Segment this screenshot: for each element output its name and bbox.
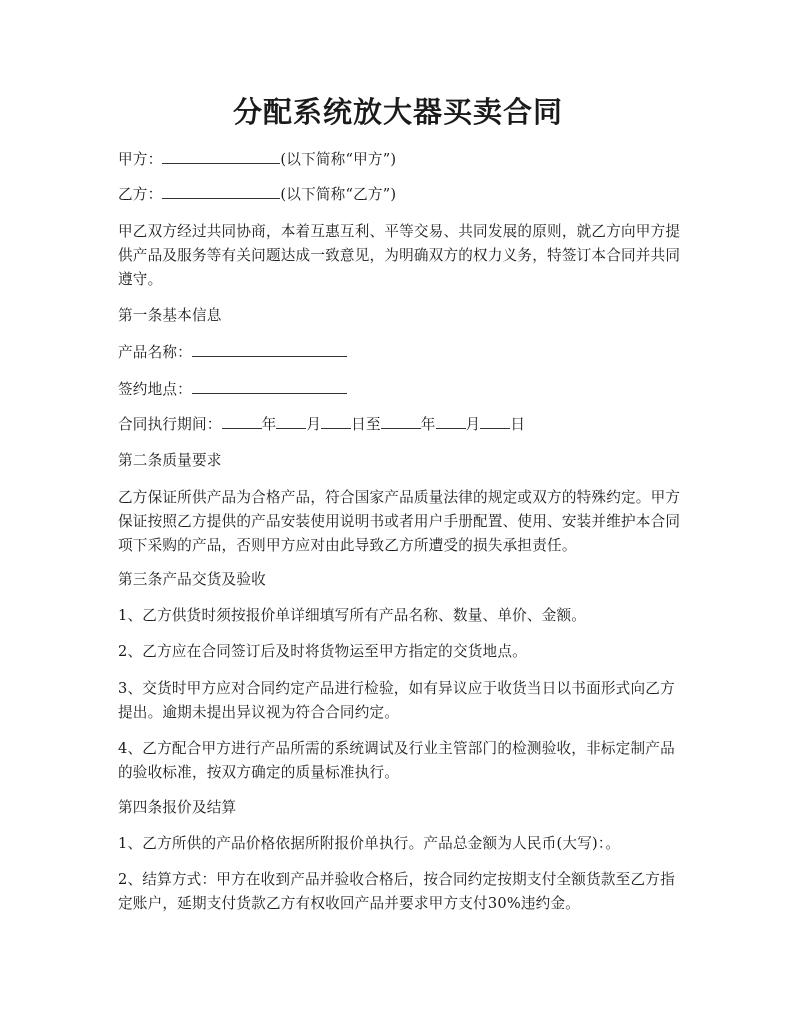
article1-heading: 第一条基本信息 [118, 307, 222, 324]
end-day-blank [480, 413, 510, 429]
contract-period-line [118, 413, 684, 437]
intro-paragraph: 甲乙双方经过共同协商，本着互惠互利、平等交易、共同发展的原则，就乙方向甲方提供产品及服务等有关问题达成一致意见，为明确双方的权力义务，特签订本合同并共同遵守。 [118, 223, 681, 288]
party-a-note: (以下简称“甲方”) [280, 151, 397, 168]
sign-place-label: 签约地点： [118, 381, 192, 398]
article4-item-1: 1、乙方所供的产品价格依据所附报价单执行。产品总金额为人民币(大写)：。 [118, 835, 621, 852]
page-title: 分配系统放大器买卖合同 [232, 95, 563, 129]
article3-item-4: 4、乙方配合甲方进行产品所需的系统调试及行业主管部门的检测验收，非标定制产品的验收标准，按双方确定的质量标准执行。 [118, 740, 675, 781]
period-month2: 月 [465, 416, 481, 433]
start-year-blank [222, 413, 262, 429]
article3-item-3: 3、交货时甲方应对合同约定产品进行检验，如有异议应于收货当日以书面形式向乙方提出。逾期未提出异议视为符合合同约定。 [118, 680, 675, 721]
article3-item-1: 1、乙方供货时须按报价单详细填写所有产品名称、数量、单价、金额。 [118, 607, 587, 624]
party-a-blank [162, 148, 280, 164]
party-b-label: 乙方： [118, 186, 163, 203]
start-month-blank [276, 413, 306, 429]
start-day-blank [321, 413, 351, 429]
product-name-blank [192, 341, 347, 357]
end-month-blank [436, 413, 466, 429]
party-a-label: 甲方： [118, 151, 163, 168]
period-month1: 月 [306, 416, 322, 433]
period-day2: 日 [510, 416, 526, 433]
article2-heading: 第二条质量要求 [118, 452, 222, 469]
product-name-line [118, 341, 684, 365]
end-year-blank [381, 413, 421, 429]
party-b-blank [162, 183, 280, 199]
party-a-line [118, 148, 684, 172]
party-b-line [118, 183, 684, 207]
period-year2: 年 [420, 416, 436, 433]
sign-place-blank [192, 378, 347, 394]
sign-place-line [118, 378, 684, 402]
article3-item-2: 2、乙方应在合同签订后及时将货物运至甲方指定的交货地点。 [118, 643, 527, 660]
period-year1: 年 [261, 416, 277, 433]
article4-item-2: 2、结算方式：甲方在收到产品并验收合格后，按合同约定按期支付全额货款至乙方指定账户，延期支付货款乙方有权收回产品并要求甲方支付30%违约金。 [118, 871, 675, 912]
article4-heading: 第四条报价及结算 [118, 799, 237, 816]
product-name-label: 产品名称： [118, 344, 192, 361]
party-b-note: (以下简称“乙方”) [280, 186, 397, 203]
article3-heading: 第三条产品交货及验收 [118, 571, 266, 588]
period-label: 合同执行期间： [118, 416, 222, 433]
period-day-to: 日至 [351, 416, 381, 433]
article2-paragraph: 乙方保证所供产品为合格产品，符合国家产品质量法律的规定或双方的特殊约定。甲方保证按照乙方提供的产品安装使用说明书或者用户手册配置、使用、安装并维护本合同项下采购的产品，否则甲方应对由此导致乙方所遭受的损失承担责任。 [118, 489, 681, 554]
